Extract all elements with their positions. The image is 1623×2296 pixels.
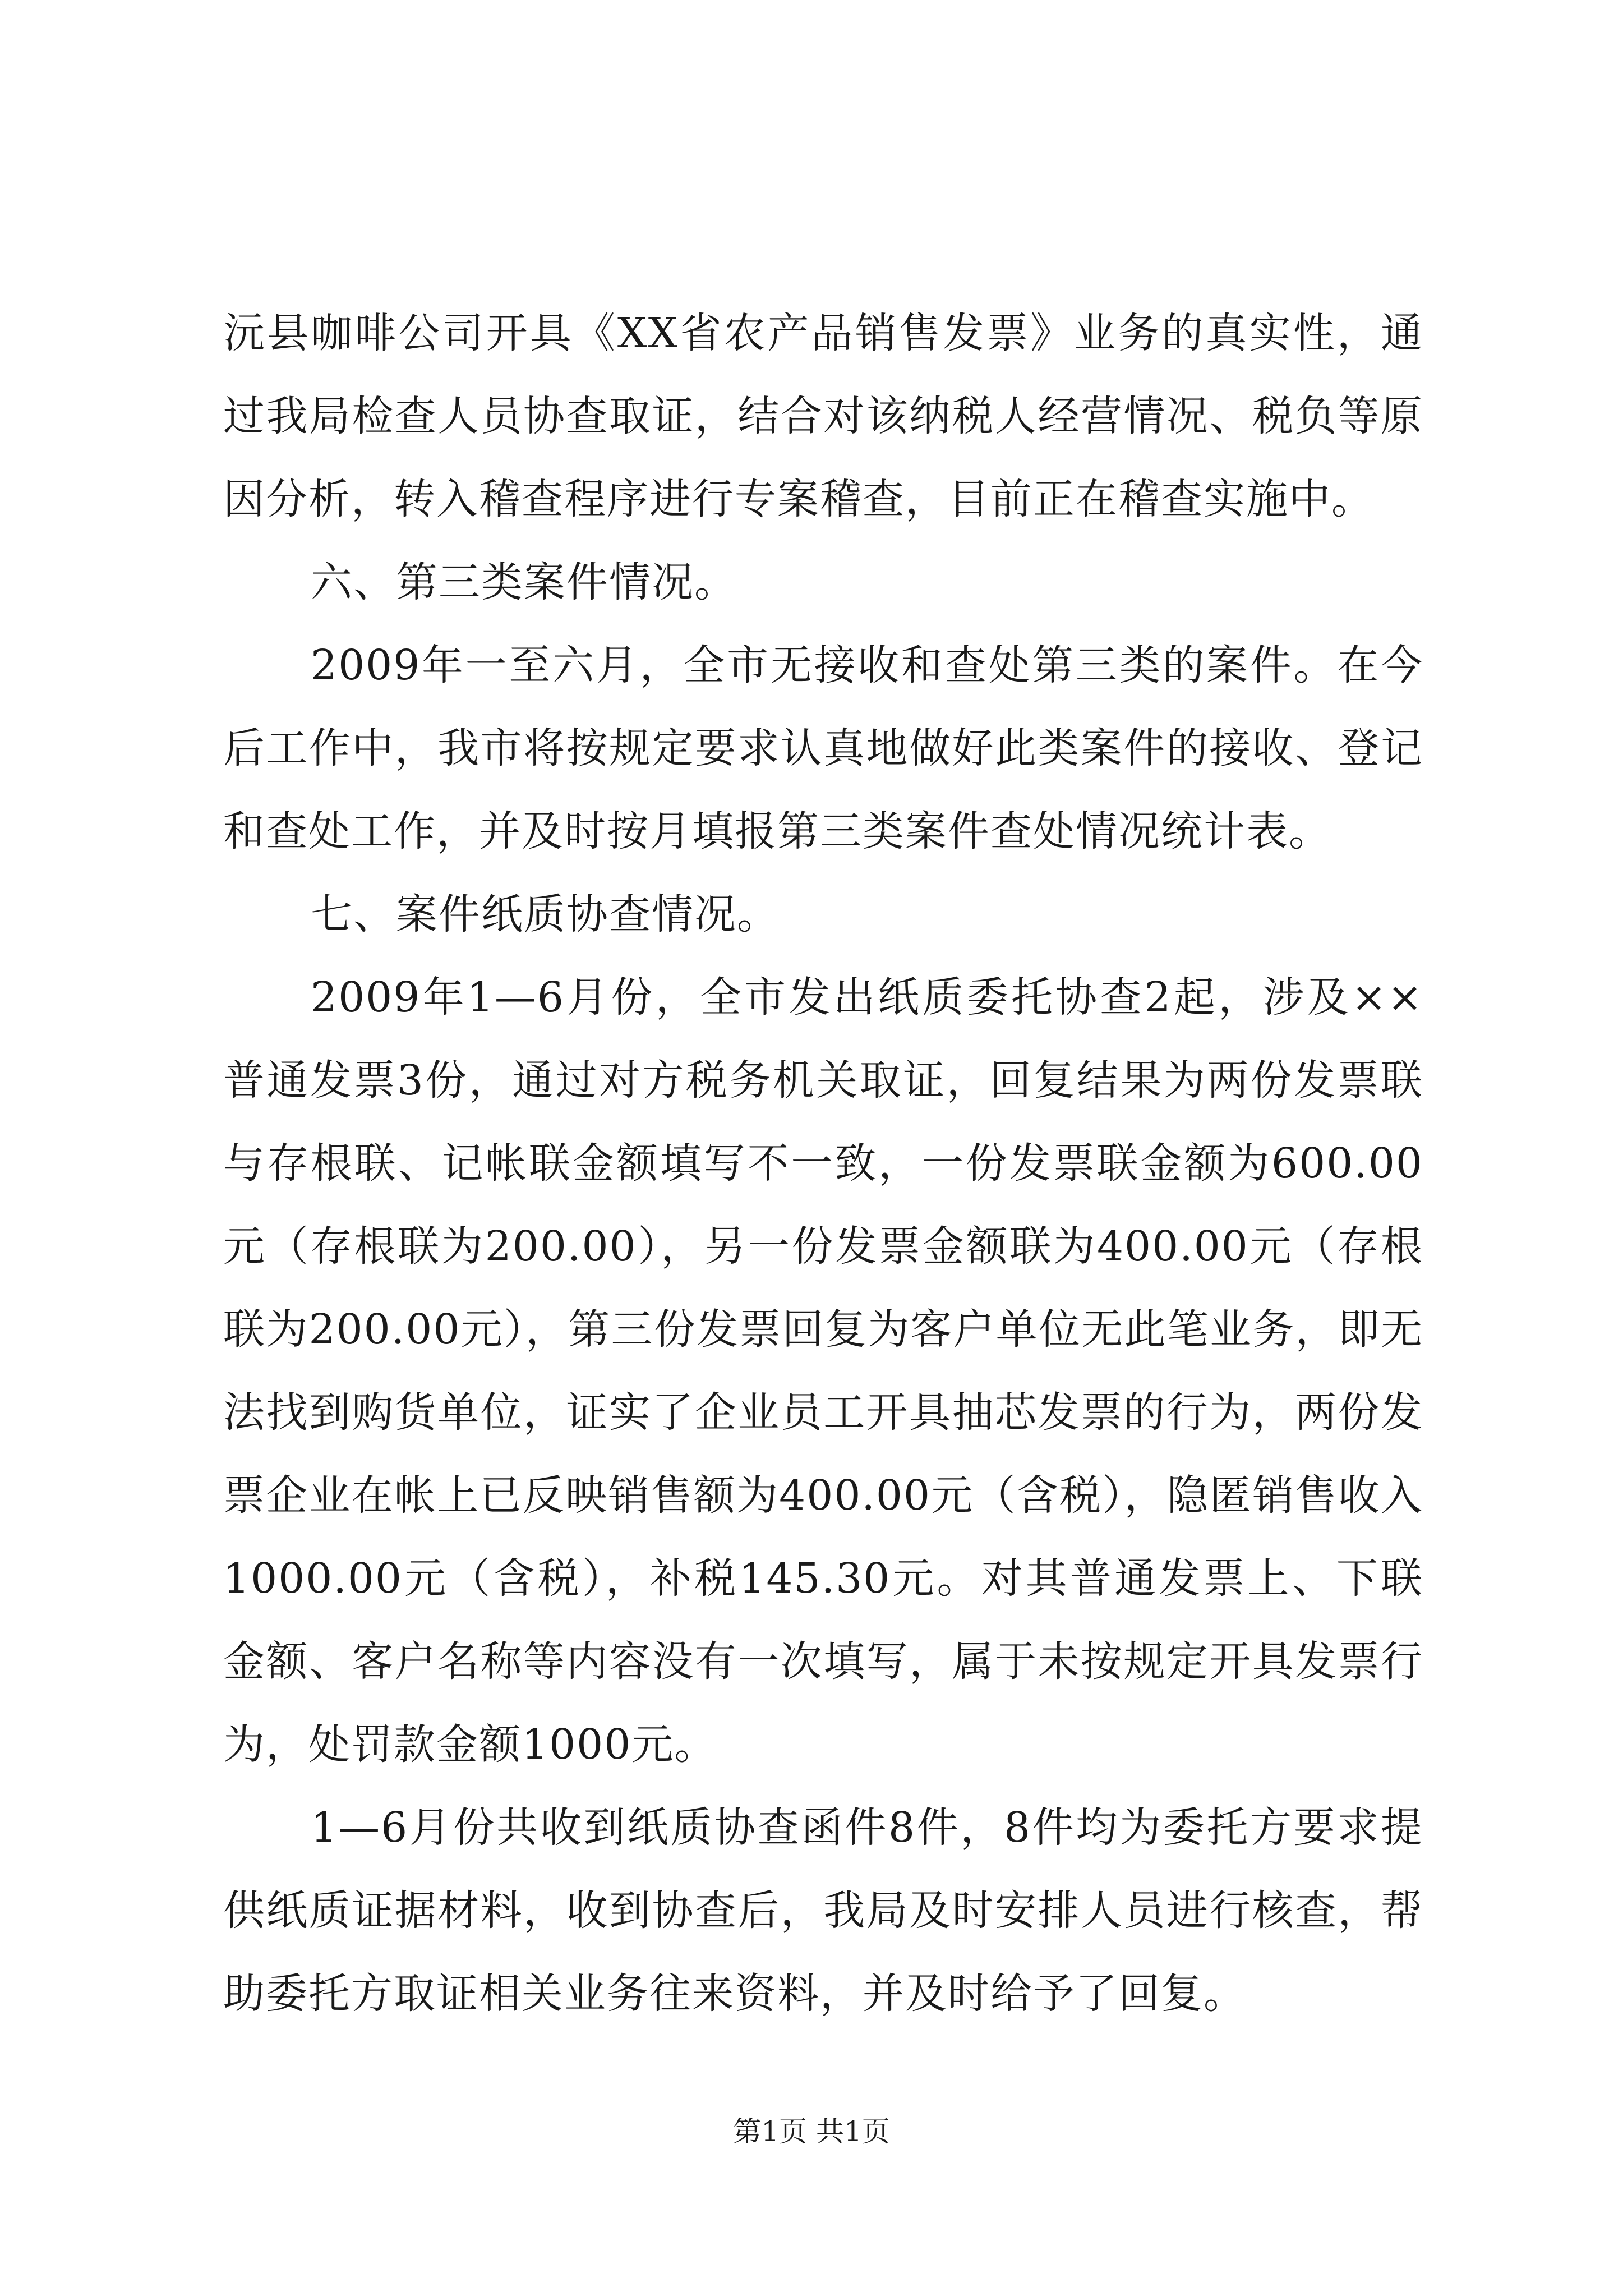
heading-section-6: 六、第三类案件情况。 — [311, 558, 737, 606]
paragraph-continuation: 沅县咖啡公司开具《XX省农产品销售发票》业务的真实性，通过我局检查人员协查取证，结合对该纳税人经营情况、税负等原因分析，转入稽查程序进行专案稽查，目前正在稽查实施中。 — [223, 309, 1423, 523]
paragraph-section-7-outgoing: 2009年1—6月份，全市发出纸质委托协查2起，涉及××普通发票3份，通过对方税务机关取证，回复结果为两份发票联与存根联、记帐联金额填写不一致，一份发票联金额为600.00元（存根联为200.00），另一份发票金额联为400.00元（存根联为200.00元），第三份发票回复为客户单位无此笔业务，即无法找到购货单位，证实了企业员工开具抽芯发票的行为，两份发票企业在帐上已反映销售额为400.00元（含税），隐匿销售收入1000.00元（含税），补税145.30元。对其普通发票上、下联金额、客户名称等内容没有一次填写，属于未按规定开具发票行为，处罚款金额1000元。 — [223, 973, 1423, 1769]
heading-section-7: 七、案件纸质协查情况。 — [311, 890, 780, 938]
paragraph-section-6: 2009年一至六月，全市无接收和查处第三类的案件。在今后工作中，我市将按规定要求认真地做好此类案件的接收、登记和查处工作，并及时按月填报第三类案件查处情况统计表。 — [223, 641, 1423, 855]
page-footer: 第1页 共1页 — [733, 2115, 890, 2148]
document-body — [223, 292, 1423, 2035]
paragraph-section-7-incoming: 1—6月份共收到纸质协查函件8件，8件均为委托方要求提供纸质证据材料，收到协查后，我局及时安排人员进行核查，帮助委托方取证相关业务往来资料，并及时给予了回复。 — [223, 1803, 1423, 2018]
